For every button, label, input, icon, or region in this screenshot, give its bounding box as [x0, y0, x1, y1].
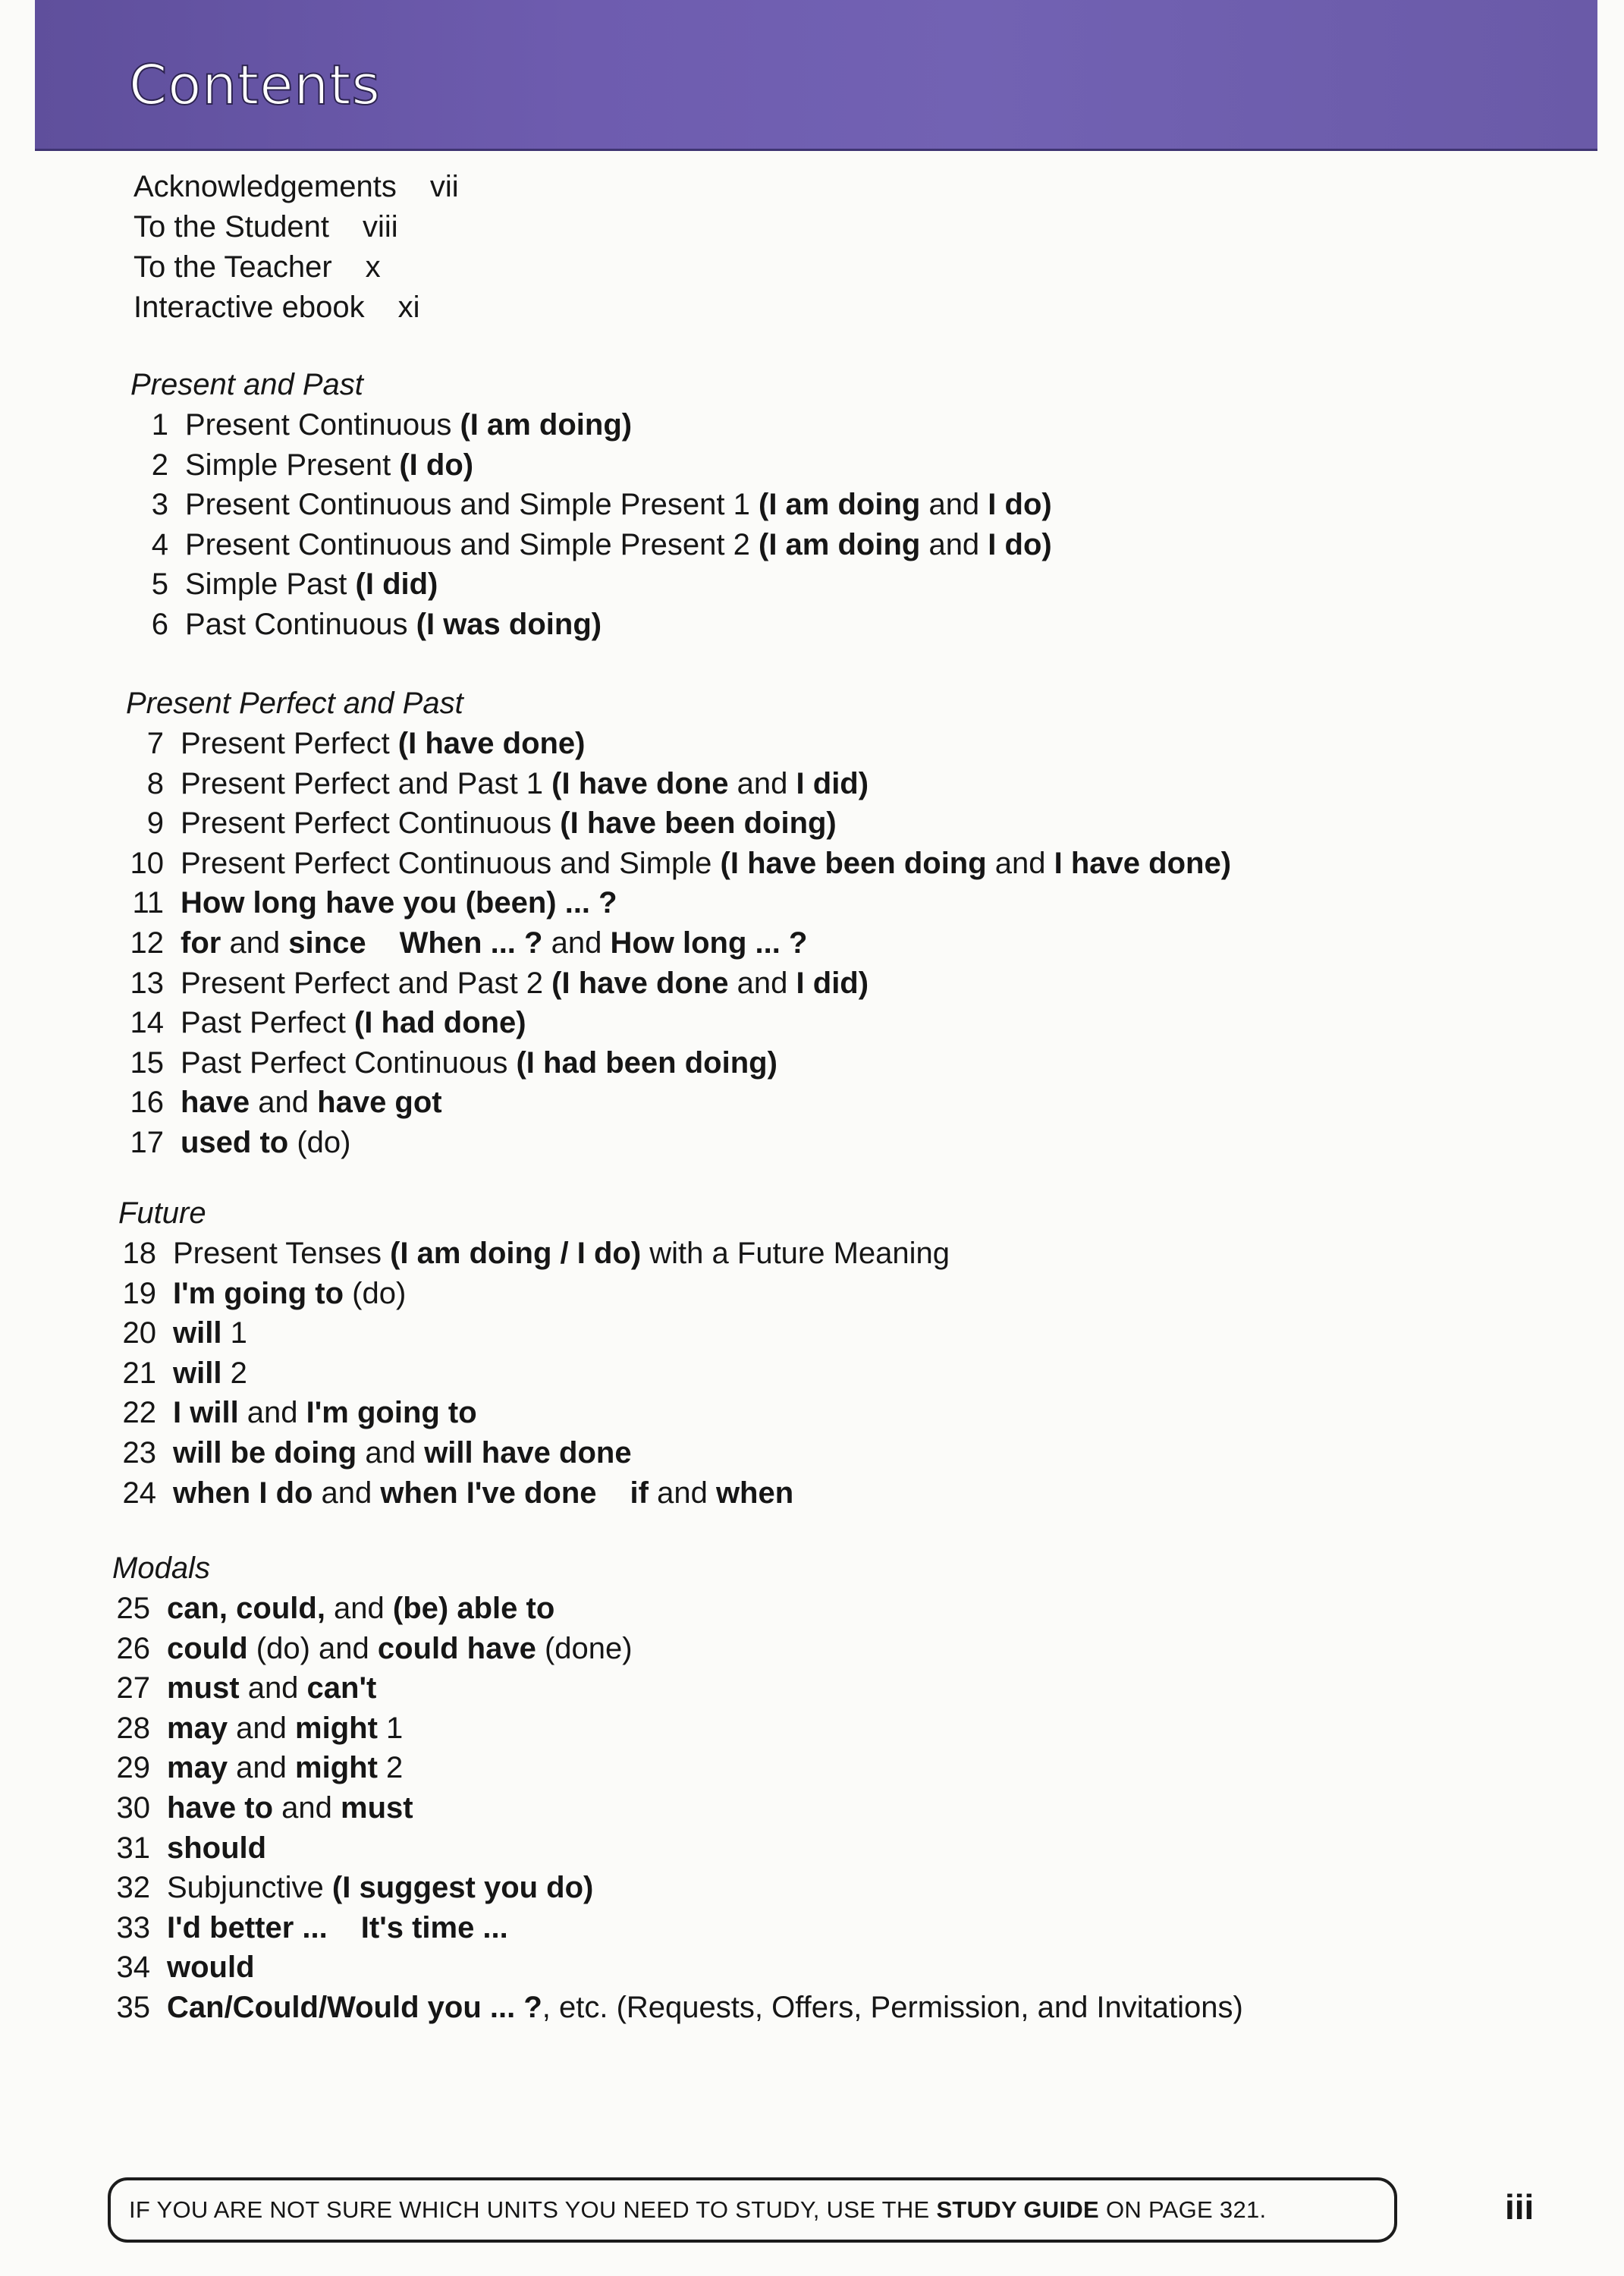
front-matter-page: viii [362, 210, 398, 244]
unit-title-text: and [250, 1086, 318, 1120]
unit-title [167, 1868, 593, 1908]
unit-title [173, 1353, 247, 1394]
unit-entry [126, 844, 1231, 884]
unit-title [185, 525, 1052, 565]
unit-title-text: and [228, 1751, 296, 1785]
unit-title-bold: I have done) [1054, 846, 1232, 880]
section-modals [112, 1548, 1243, 2028]
unit-number: 7 [146, 727, 164, 760]
unit-title-bold: (I am doing [759, 527, 921, 561]
unit-entry [112, 1748, 1243, 1788]
unit-number: 34 [116, 1951, 150, 1985]
unit-title-text: and [986, 846, 1054, 880]
unit-title-bold: I'd better ... [167, 1910, 328, 1944]
unit-entry [126, 964, 1231, 1004]
front-matter-page: vii [429, 170, 459, 203]
unit-entry [112, 1709, 1243, 1749]
unit-title-bold: When ... ? [399, 926, 543, 960]
unit-title-text: 2 [377, 1751, 404, 1785]
unit-title-text: and [325, 1592, 393, 1625]
unit-title-bold: can't [306, 1671, 377, 1705]
unit-title-bold: I do) [988, 527, 1052, 561]
unit-title [167, 1947, 255, 1988]
unit-number: 12 [130, 926, 164, 960]
unit-title [181, 724, 586, 764]
unit-title [167, 1709, 403, 1749]
unit-entry [112, 1868, 1243, 1908]
unit-number: 28 [116, 1711, 150, 1745]
unit-title [167, 1748, 403, 1788]
front-matter-item [134, 167, 459, 207]
unit-title-text: Present Perfect and Past 2 [181, 966, 552, 1000]
unit-title-text: Present Perfect Continuous [181, 806, 561, 841]
unit-title-bold: might [295, 1751, 378, 1785]
unit-title-text: and [648, 1476, 716, 1510]
unit-title-text: Past Continuous [185, 607, 416, 641]
unit-title-text: Past Perfect [181, 1006, 354, 1040]
unit-entry [130, 525, 1052, 565]
unit-number: 20 [122, 1316, 156, 1350]
unit-title-text: and [239, 1671, 307, 1705]
unit-title-bold: (I have done [551, 966, 729, 1000]
study-guide-note [108, 2177, 1397, 2243]
unit-title-bold: will be doing [173, 1435, 357, 1470]
page-title: Contents [129, 53, 381, 117]
unit-title-bold: can, could, [167, 1592, 325, 1625]
front-matter-label: To the Teacher [134, 250, 332, 284]
unit-number: 30 [116, 1790, 150, 1825]
unit-title-text: , etc. (Requests, Offers, Permission, and Invitations) [542, 1990, 1243, 2024]
unit-number: 2 [151, 448, 168, 482]
section-title: Future [118, 1196, 206, 1230]
unit-title-text: and [728, 766, 796, 800]
unit-title-text: and [357, 1435, 425, 1470]
unit-title-bold: would [167, 1951, 255, 1985]
unit-entry [118, 1353, 950, 1394]
unit-title-bold: have [181, 1086, 250, 1120]
unit-title-text: (done) [536, 1631, 633, 1665]
unit-number: 22 [122, 1396, 156, 1430]
unit-title-bold: (I had done) [353, 1006, 526, 1040]
unit-title-bold: could have [377, 1631, 536, 1665]
unit-title-text: Past Perfect Continuous [181, 1045, 517, 1080]
unit-title-text: with a Future Meaning [641, 1237, 950, 1270]
unit-entry [118, 1274, 950, 1314]
study-guide-link-text: STUDY GUIDE [936, 2196, 1100, 2223]
front-matter-page: x [365, 250, 381, 284]
unit-number: 15 [130, 1045, 164, 1080]
unit-title-bold: might [295, 1711, 378, 1745]
unit-entry [130, 485, 1052, 525]
unit-entry [118, 1234, 950, 1274]
unit-title-bold: if [630, 1476, 649, 1510]
unit-title-bold: used to [181, 1125, 289, 1159]
unit-number: 4 [151, 527, 168, 561]
unit-number: 24 [122, 1476, 156, 1510]
unit-number: 17 [130, 1125, 164, 1159]
unit-title-bold: (I was doing) [416, 607, 602, 641]
unit-entry [112, 1629, 1243, 1669]
unit-title-bold: Can/Could/Would you ... ? [167, 1990, 542, 2024]
unit-title-text: and [920, 527, 988, 561]
front-matter-item [134, 207, 459, 247]
unit-title-text: 1 [221, 1316, 247, 1350]
unit-entry [112, 1988, 1243, 2028]
unit-title-text: 2 [221, 1356, 247, 1390]
unit-title [167, 1589, 554, 1629]
section-title: Present Perfect and Past [126, 687, 463, 720]
unit-title [167, 1828, 266, 1869]
unit-number: 5 [151, 567, 168, 602]
front-matter-label: To the Student [134, 210, 329, 244]
front-matter-item [134, 288, 459, 328]
unit-title-bold: must [167, 1671, 240, 1705]
unit-title-bold: will [173, 1316, 222, 1350]
front-matter-item [134, 247, 459, 288]
unit-title-bold: (I am doing) [460, 408, 633, 442]
unit-entry [112, 1908, 1243, 1948]
front-matter-list [134, 167, 459, 328]
unit-title [167, 1788, 413, 1828]
unit-title-text: Subjunctive [167, 1871, 332, 1905]
unit-number: 8 [146, 766, 164, 800]
unit-entry [112, 1828, 1243, 1869]
unit-title [181, 964, 869, 1004]
unit-title-bold: must [341, 1790, 413, 1825]
unit-title-bold: I will [173, 1396, 239, 1430]
unit-number: 16 [130, 1086, 164, 1120]
unit-title-bold: when I do [173, 1476, 313, 1510]
unit-title [173, 1473, 793, 1514]
unit-title-text: and [238, 1396, 306, 1430]
unit-title-bold: may [167, 1711, 228, 1745]
unit-title [173, 1393, 477, 1433]
unit-title-text: Present Perfect and Past 1 [181, 766, 552, 800]
unit-entry [118, 1313, 950, 1353]
front-matter-label: Interactive ebook [134, 291, 365, 324]
unit-title-text: and [313, 1476, 381, 1510]
unit-title [181, 1083, 442, 1123]
unit-title-bold: (I have been doing [720, 846, 987, 880]
unit-title [185, 564, 438, 605]
unit-title [173, 1433, 632, 1473]
unit-title [181, 844, 1231, 884]
unit-title-text: Present Continuous [185, 408, 460, 442]
unit-number: 14 [130, 1006, 164, 1040]
unit-title [167, 1629, 633, 1669]
unit-title [167, 1668, 376, 1709]
unit-number: 27 [116, 1671, 150, 1705]
unit-title-bold: I do) [988, 488, 1052, 522]
unit-title-bold: (I did) [355, 567, 438, 602]
unit-title-bold: (be) able to [392, 1592, 555, 1625]
unit-title-text: and [920, 488, 988, 522]
unit-title [181, 1003, 526, 1043]
unit-title-text: Present Continuous and Simple Present 2 [185, 527, 759, 561]
unit-entry [126, 803, 1231, 844]
unit-entry [112, 1947, 1243, 1988]
unit-title-text: and [542, 926, 611, 960]
unit-title-text: (do) and [247, 1631, 378, 1665]
unit-entry [126, 764, 1231, 804]
unit-title-bold: (I have done [551, 766, 729, 800]
unit-title-bold: (I have done) [397, 727, 586, 760]
unit-entry [126, 1123, 1231, 1163]
unit-entry [126, 883, 1231, 923]
unit-title-text: (do) [344, 1276, 407, 1310]
front-matter-label: Acknowledgements [134, 170, 397, 203]
unit-title-text: and [728, 966, 796, 1000]
unit-number: 13 [130, 966, 164, 1000]
section-present-perfect-and-past [126, 683, 1231, 1163]
unit-title-bold: may [167, 1751, 228, 1785]
unit-title-text: Present Perfect [181, 727, 398, 760]
unit-title-bold: should [167, 1831, 267, 1865]
section-present-and-past [130, 364, 1052, 645]
unit-number: 29 [116, 1751, 150, 1785]
unit-title-bold: when [715, 1476, 794, 1510]
unit-number: 32 [116, 1871, 150, 1905]
unit-title [173, 1274, 406, 1314]
unit-entry [130, 405, 1052, 445]
section-title: Present and Past [130, 368, 363, 401]
unit-title [173, 1313, 247, 1353]
unit-title-bold: I'm going to [306, 1396, 477, 1430]
unit-title-bold: (I have been doing) [560, 806, 837, 841]
unit-entry [118, 1433, 950, 1473]
unit-title [181, 923, 807, 964]
unit-number: 25 [116, 1592, 150, 1625]
contents-banner [35, 0, 1597, 151]
unit-entry [130, 564, 1052, 605]
unit-entry [112, 1788, 1243, 1828]
unit-title-bold: could [167, 1631, 248, 1665]
unit-entry [112, 1668, 1243, 1709]
unit-title-text: Present Continuous and Simple Present 1 [185, 488, 759, 522]
unit-title-bold: How long have you (been) ... ? [181, 886, 617, 920]
unit-title-text: (do) [288, 1125, 351, 1159]
unit-number: 31 [116, 1831, 150, 1865]
unit-title-text: Simple Past [185, 567, 356, 602]
unit-title-bold: (I had been doing) [516, 1045, 777, 1080]
unit-title [167, 1988, 1243, 2028]
unit-title-bold: (I am doing [759, 488, 921, 522]
unit-title [185, 605, 602, 645]
unit-entry [118, 1473, 950, 1514]
unit-title [181, 764, 869, 804]
unit-title-bold: when I've done [380, 1476, 597, 1510]
unit-entry [126, 1003, 1231, 1043]
unit-title [181, 1043, 777, 1083]
unit-title-bold: will [173, 1356, 222, 1390]
section-title: Modals [112, 1551, 210, 1585]
unit-title [167, 1908, 508, 1948]
unit-title [173, 1234, 950, 1274]
unit-title-bold: How long ... ? [610, 926, 808, 960]
unit-number: 10 [130, 846, 164, 880]
unit-entry [126, 1043, 1231, 1083]
unit-number: 33 [116, 1910, 150, 1944]
unit-entry [126, 724, 1231, 764]
unit-title-bold: I did) [796, 966, 869, 1000]
unit-title-bold: (I suggest you do) [331, 1871, 594, 1905]
unit-title [185, 445, 473, 486]
unit-title-bold: (I do) [399, 448, 474, 482]
unit-title [185, 405, 632, 445]
unit-title [181, 1123, 350, 1163]
unit-title-bold: (I am doing / I do) [390, 1237, 642, 1270]
unit-title-text: Present Tenses [173, 1237, 391, 1270]
unit-title-text: and [221, 926, 289, 960]
unit-title-text: Present Perfect Continuous and Simple [181, 846, 721, 880]
unit-title-bold: will have done [424, 1435, 632, 1470]
unit-number: 35 [116, 1990, 150, 2024]
section-future [118, 1193, 950, 1513]
unit-number: 19 [122, 1276, 156, 1310]
unit-entry [118, 1393, 950, 1433]
unit-title [181, 803, 837, 844]
unit-number: 9 [146, 806, 164, 841]
unit-title-text: and [228, 1711, 296, 1745]
unit-number: 11 [132, 886, 164, 920]
unit-entry [130, 445, 1052, 486]
study-guide-note-page: ON PAGE 321. [1099, 2196, 1267, 2223]
unit-number: 23 [122, 1435, 156, 1470]
unit-title-bold: have got [317, 1086, 442, 1120]
unit-number: 18 [122, 1237, 156, 1270]
unit-title [185, 485, 1052, 525]
unit-title-text: Simple Present [185, 448, 400, 482]
unit-title-bold: have to [167, 1790, 274, 1825]
unit-title-text: and [273, 1790, 341, 1825]
unit-title-bold: I'm going to [173, 1276, 344, 1310]
unit-title [181, 883, 617, 923]
unit-number: 26 [116, 1631, 150, 1665]
unit-entry [130, 605, 1052, 645]
unit-entry [112, 1589, 1243, 1629]
unit-number: 21 [122, 1356, 156, 1390]
front-matter-page: xi [397, 291, 420, 324]
unit-entry [126, 923, 1231, 964]
unit-number: 3 [151, 488, 168, 522]
unit-title-bold: It's time ... [360, 1910, 508, 1944]
unit-entry [126, 1083, 1231, 1123]
unit-title-bold: since [288, 926, 366, 960]
unit-title-bold: for [181, 926, 221, 960]
unit-number: 6 [151, 607, 168, 641]
study-guide-note-text: IF YOU ARE NOT SURE WHICH UNITS YOU NEED TO STUDY, USE THE [129, 2196, 937, 2223]
unit-number: 1 [151, 408, 168, 442]
unit-title-bold: I did) [796, 766, 869, 800]
page-number: iii [1505, 2187, 1534, 2227]
unit-title-text: 1 [377, 1711, 404, 1745]
